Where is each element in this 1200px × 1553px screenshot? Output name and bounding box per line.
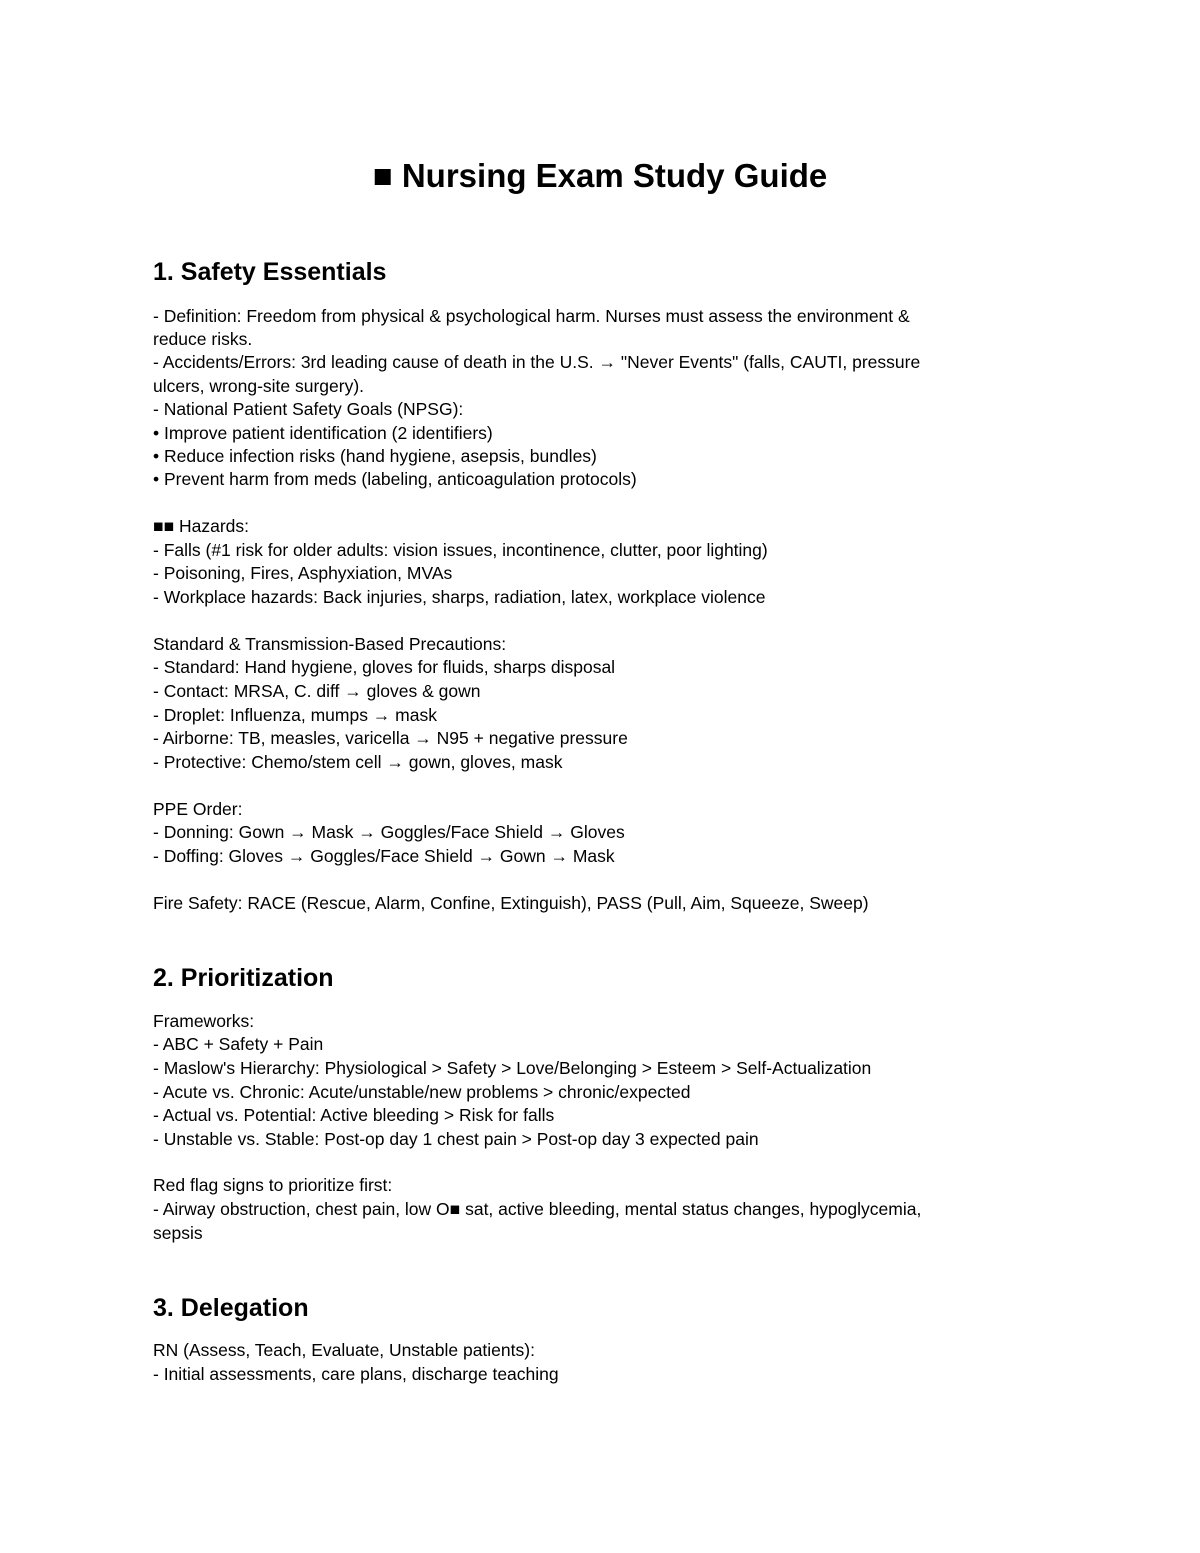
body-line: - Falls (#1 risk for older adults: vision issues, incontinence, clutter, poor lighting) <box>153 540 768 560</box>
body-line: - Poisoning, Fires, Asphyxiation, MVAs <box>153 563 453 583</box>
body-line: - Initial assessments, care plans, discharge teaching <box>153 1364 559 1384</box>
body-line: - Airborne: TB, measles, varicella → N95 + negative pressure <box>153 728 628 748</box>
body-line: ulcers, wrong-site surgery). <box>153 376 365 396</box>
body-line: - Unstable vs. Stable: Post-op day 1 chest pain > Post-op day 3 expected pain <box>153 1129 759 1149</box>
body-line: reduce risks. <box>153 329 253 349</box>
section-heading-safety-essentials: 1. Safety Essentials <box>153 258 387 286</box>
body-line: - Accidents/Errors: 3rd leading cause of death in the U.S. → "Never Events" (falls, CAUTI, pressure <box>153 352 921 372</box>
body-line: - ABC + Safety + Pain <box>153 1034 324 1054</box>
subheading-rn: RN (Assess, Teach, Evaluate, Unstable patients): <box>153 1340 535 1360</box>
body-line: - Acute vs. Chronic: Acute/unstable/new problems > chronic/expected <box>153 1082 691 1102</box>
subheading-precautions: Standard & Transmission-Based Precautions: <box>153 634 507 654</box>
body-line: - Contact: MRSA, C. diff → gloves & gown <box>153 681 481 701</box>
body-line: - Definition: Freedom from physical & psychological harm. Nurses must assess the environment & <box>153 306 910 326</box>
subheading-red-flags: Red flag signs to prioritize first: <box>153 1175 393 1195</box>
fire-safety-line: Fire Safety: RACE (Rescue, Alarm, Confine, Extinguish), PASS (Pull, Aim, Squeeze, Sweep) <box>153 893 869 913</box>
body-line: sepsis <box>153 1223 203 1243</box>
body-line: - Maslow's Hierarchy: Physiological > Safety > Love/Belonging > Esteem > Self-Actualization <box>153 1058 872 1078</box>
body-line: - Standard: Hand hygiene, gloves for fluids, sharps disposal <box>153 657 616 677</box>
section-heading-prioritization: 2. Prioritization <box>153 964 334 992</box>
subheading-ppe-order: PPE Order: <box>153 799 243 819</box>
body-line: - Donning: Gown → Mask → Goggles/Face Shield → Gloves <box>153 822 625 842</box>
section-heading-delegation: 3. Delegation <box>153 1294 309 1322</box>
body-line: - Droplet: Influenza, mumps → mask <box>153 705 437 725</box>
body-line: - National Patient Safety Goals (NPSG): <box>153 399 464 419</box>
bullet-item: • Reduce infection risks (hand hygiene, asepsis, bundles) <box>153 446 597 466</box>
body-line: - Workplace hazards: Back injuries, sharps, radiation, latex, workplace violence <box>153 587 766 607</box>
document-title: ■ Nursing Exam Study Guide <box>372 157 828 194</box>
subheading-frameworks: Frameworks: <box>153 1011 255 1031</box>
bullet-item: • Improve patient identification (2 identifiers) <box>153 423 493 443</box>
body-line: - Actual vs. Potential: Active bleeding > Risk for falls <box>153 1105 555 1125</box>
body-line: - Airway obstruction, chest pain, low O■ sat, active bleeding, mental status changes, hypoglycemia, <box>153 1199 922 1219</box>
body-line: - Doffing: Gloves → Goggles/Face Shield → Gown → Mask <box>153 846 615 866</box>
subheading-hazards: ■■ Hazards: <box>153 516 250 536</box>
body-line: - Protective: Chemo/stem cell → gown, gloves, mask <box>153 752 563 772</box>
bullet-item: • Prevent harm from meds (labeling, anticoagulation protocols) <box>153 469 637 489</box>
